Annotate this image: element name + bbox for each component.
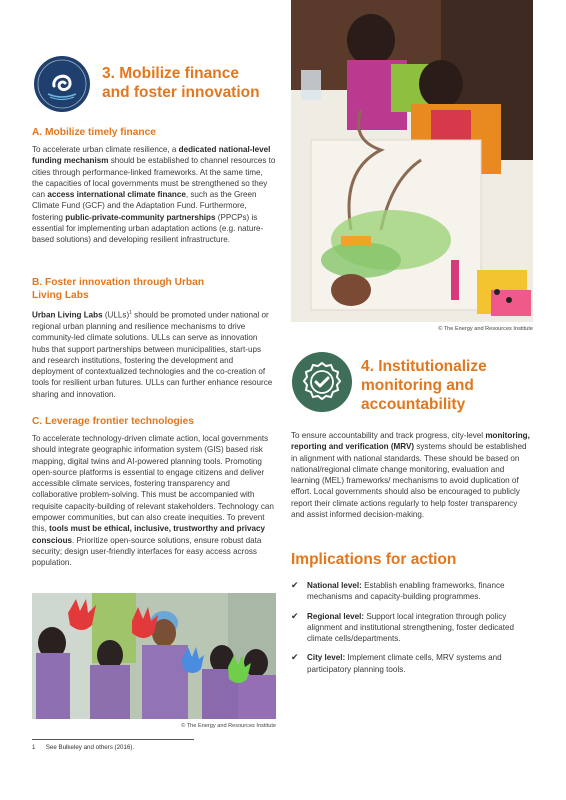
section-4-text: To ensure accountability and track progress, city-level monitoring, reporting and verification (MRV) systems should be established in alignment with national standards. These should be based on national/regional climate change monitoring, evaluation and learning (MEL) frameworks/ mechanisms to avoid duplication of effort. Local governments should also be encouraged to publicly report their climate actions regularly to help foster transparency and assist informed decision-making. bbox=[291, 431, 530, 520]
framework-logo-icon bbox=[34, 56, 90, 112]
subsection-b-text: Urban Living Labs (ULLs)$^1$ should be promoted under national or regional urban planning and resilience mechanisms to drive community-led climate solutions. ULLs can serve as innovation hubs that support partnerships between municipalities, start-ups and research institutions, fostering the development and deployment of contextualized technologies and the co-creation of tools for resilient urban futures. ULLs can further enhance resource sharing and innovation. bbox=[32, 310, 273, 399]
section-4-title: 4. Institutionalize monitoring and accountability bbox=[361, 358, 487, 413]
right-photo-credit: © The Energy and Resources Institute bbox=[438, 326, 533, 332]
subsection-c-heading: C. Leverage frontier technologies bbox=[32, 416, 194, 427]
children-handprint-photo bbox=[32, 593, 276, 719]
verified-check-icon bbox=[292, 352, 352, 412]
implication-regional: ✔ Regional level: Support local integration through policy alignment and institutional strengthening, foster dedicated climate cells/departments. bbox=[291, 610, 514, 644]
checkmark-icon: ✔ bbox=[291, 610, 299, 621]
implication-national: ✔ National level: Establish enabling frameworks, finance mechanisms and capacity-building programmes. bbox=[291, 580, 505, 602]
subsection-a-heading: A. Mobilize timely finance bbox=[32, 127, 156, 138]
women-drawing-photo bbox=[291, 0, 533, 322]
subsection-b-heading: B. Foster innovation through Urban Living Labs bbox=[32, 277, 205, 301]
implication-city: ✔ City level: Implement climate cells, MRV systems and participatory planning tools. bbox=[291, 652, 502, 674]
checkmark-icon: ✔ bbox=[291, 652, 299, 663]
section-3-title: 3. Mobilize finance and foster innovation bbox=[102, 65, 260, 101]
subsection-c-text: To accelerate technology-driven climate action, local governments should integrate geographic information system (GIS) based risk mapping, digital twins and AI-powered planning tools. Promoting open-source platforms is essential to engage citizens and deliver accessible climate services, fostering transparency and collaborative problem-solving. This must be accompanied with requisite capacity-building of relevant stakeholders. Technology can empower communities, but can also create inequities. To prevent this, tools must be ethical, inclusive, trustworthy and privacy conscious. Prioritize open-source solutions, ensure robust data security; design user-friendly interfaces for easy access across population. bbox=[32, 434, 274, 568]
implications-list bbox=[291, 580, 533, 675]
left-photo-credit: © The Energy and Resources Institute bbox=[181, 723, 276, 729]
footnote-divider bbox=[32, 739, 194, 740]
footnote: 1 See Bulkeley and others (2016). bbox=[32, 744, 135, 751]
implications-title: Implications for action bbox=[291, 551, 457, 568]
checkmark-icon: ✔ bbox=[291, 580, 299, 590]
subsection-a-text: To accelerate urban climate resilience, a dedicated national-level funding mechanism should be established to channel resources to cities through performance-linked frameworks. At the same time, the capacities of local governments must be strengthened so they can access international climate finance, such as the Green Climate Fund (GCF) and the Adaptation Fund. Furthermore, fostering public-private-community partnerships (PPCPs) is essential for implementing urban adaptation actions (e.g. nature-based solutions) and developing resilient infrastructure. bbox=[32, 145, 276, 245]
